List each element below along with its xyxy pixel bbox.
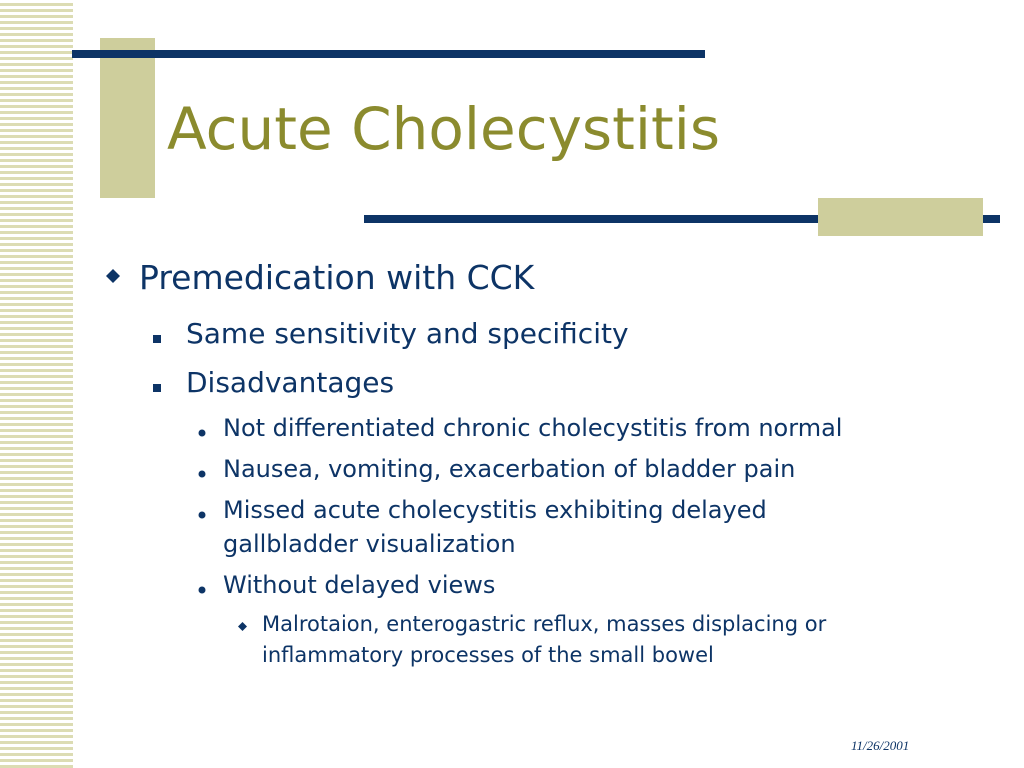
- bullet-level3: Not differentiated chronic cholecystitis from normal: [223, 414, 843, 442]
- bullet-level3: Without delayed views: [223, 571, 496, 599]
- diamond-icon: [238, 622, 247, 631]
- title-accent-block: [100, 38, 155, 198]
- bullet-level1: Premedication with CCK: [139, 258, 535, 297]
- rule-accent-block: [818, 198, 983, 236]
- decorative-stripes: [0, 0, 73, 768]
- dot-icon: [198, 429, 206, 437]
- slide-date: 11/26/2001: [851, 738, 910, 753]
- bullet-level3: Nausea, vomiting, exacerbation of bladder pain: [223, 455, 796, 483]
- dot-icon: [198, 470, 206, 478]
- dot-icon: [198, 511, 206, 519]
- top-rule: [72, 50, 705, 58]
- bullet-level2: Same sensitivity and specificity: [186, 317, 629, 350]
- diamond-icon: [105, 268, 121, 284]
- bullet-level2: Disadvantages: [186, 366, 395, 399]
- square-icon: [153, 384, 161, 392]
- bullet-level3: Missed acute cholecystitis exhibiting delayed: [223, 496, 767, 524]
- bullet-level4: Malrotaion, enterogastric reflux, masses displacing or: [262, 612, 827, 636]
- square-icon: [153, 335, 161, 343]
- bullet-level3-continuation: gallbladder visualization: [223, 530, 516, 558]
- bullet-level4-continuation: inflammatory processes of the small bowel: [262, 643, 714, 667]
- slide-title: Acute Cholecystitis: [167, 95, 721, 163]
- dot-icon: [198, 586, 206, 594]
